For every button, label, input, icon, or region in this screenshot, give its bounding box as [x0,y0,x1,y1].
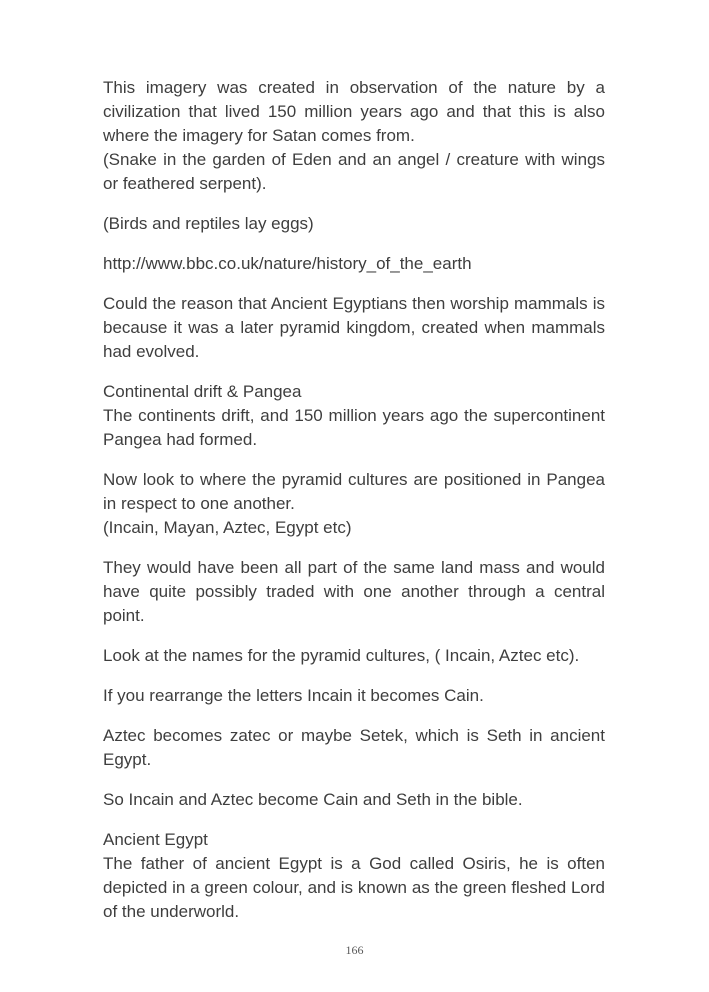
paragraph [103,684,605,708]
paragraph-segment: Now look to where the pyramid cultures are positioned in Pangea in respect to one another. [103,470,605,513]
paragraph-segment: http://www.bbc.co.uk/nature/history_of_the_earth [103,254,472,273]
paragraph [103,644,605,668]
paragraph [103,380,605,452]
paragraph-segment: Continental drift & Pangea [103,382,302,401]
paragraph [103,292,605,364]
paragraph-segment: Aztec becomes zatec or maybe Setek, which is Seth in ancient Egypt. [103,726,605,769]
paragraph [103,828,605,924]
paragraph [103,252,605,276]
paragraph-segment: So Incain and Aztec become Cain and Seth in the bible. [103,790,523,809]
page-text-body [103,76,605,940]
paragraph [103,76,605,196]
page-number: 166 [345,943,364,957]
paragraph [103,556,605,628]
paragraph [103,468,605,540]
paragraph-segment: Look at the names for the pyramid cultures, ( Incain, Aztec etc). [103,646,580,665]
paragraph-segment: They would have been all part of the same land mass and would have quite possibly traded with one another through a central point. [103,558,605,625]
paragraph-segment: If you rearrange the letters Incain it becomes Cain. [103,686,484,705]
paragraph [103,212,605,236]
paragraph [103,724,605,772]
paragraph-segment: (Snake in the garden of Eden and an angel / creature with wings or feathered serpent). [103,150,605,193]
paragraph-segment: The father of ancient Egypt is a God called Osiris, he is often depicted in a green colour, and is known as the green fleshed Lord of the underworld. [103,854,605,921]
paragraph-segment: Could the reason that Ancient Egyptians then worship mammals is because it was a later pyramid kingdom, created when mammals had evolved. [103,294,605,361]
paragraph [103,788,605,812]
paragraph-segment: (Birds and reptiles lay eggs) [103,214,314,233]
paragraph-segment: The continents drift, and 150 million years ago the supercontinent Pangea had formed. [103,406,605,449]
paragraph-segment: This imagery was created in observation of the nature by a civilization that lived 150 million years ago and that this is also where the imagery for Satan comes from. [103,78,605,145]
paragraph-segment: (Incain, Mayan, Aztec, Egypt etc) [103,518,352,537]
paragraph-segment: Ancient Egypt [103,830,208,849]
